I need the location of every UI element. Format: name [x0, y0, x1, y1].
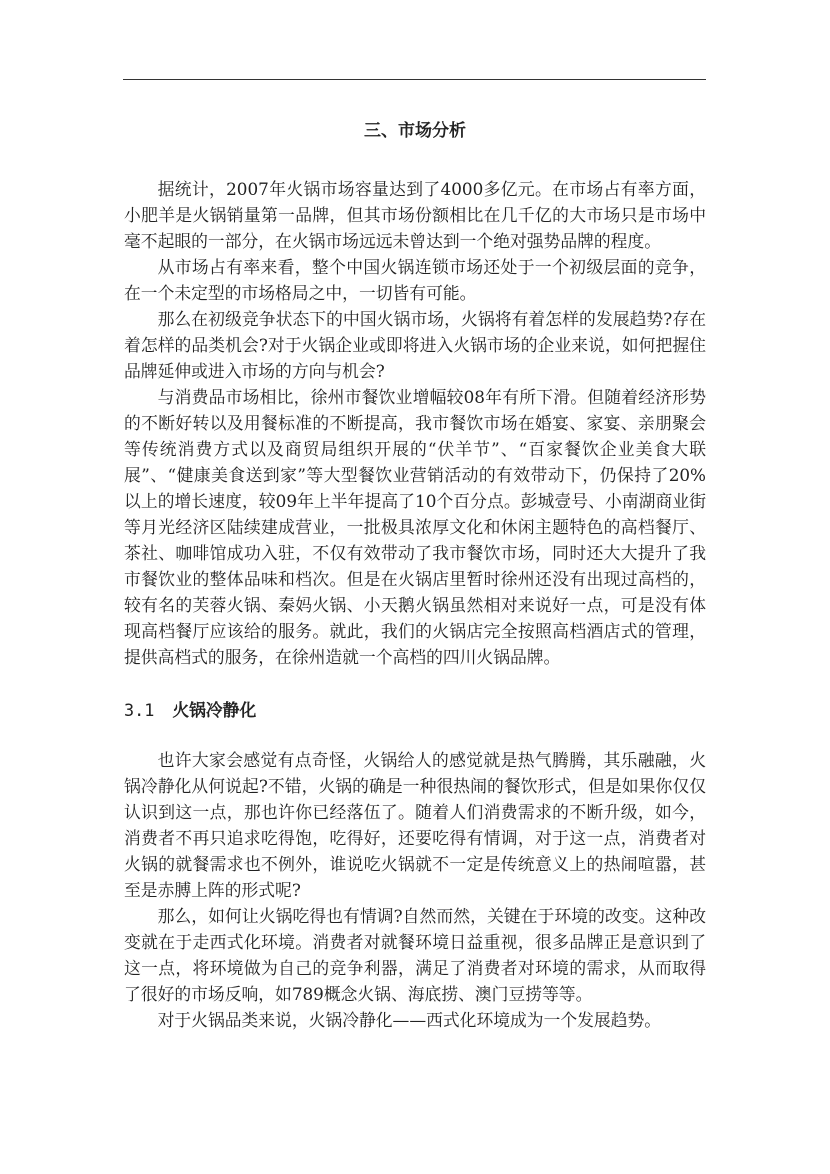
header-rule: [123, 79, 706, 80]
paragraph: 那么在初级竞争状态下的中国火锅市场，火锅将有着怎样的发展趋势?存在着怎样的品类机会?对于火锅企业或即将进入火锅市场的企业来说，如何把握住品牌延伸或进入市场的方向与机会?: [124, 309, 706, 381]
subsection-body: [124, 747, 706, 1033]
subsection-title: 火锅冷静化: [172, 700, 257, 720]
subsection-number: 3.1: [124, 700, 155, 720]
paragraph: 那么，如何让火锅吃得也有情调?自然而然，关键在于环境的改变。这种改变就在于走西式化环境。消费者对就餐环境日益重视，很多品牌正是意识到了这一点，将环境做为自己的竞争利器，满足了消费者对环境的需求，从而取得了很好的市场反响，如789概念火锅、海底捞、澳门豆捞等等。: [124, 906, 706, 1004]
section-title: 三、市场分析: [364, 121, 466, 141]
subsection-heading: [124, 697, 256, 721]
paragraph: 与消费品市场相比，徐州市餐饮业增幅较08年有所下滑。但随着经济形势的不断好转以及用餐标准的不断提高，我市餐饮市场在婚宴、家宴、亲朋聚会等传统消费方式以及商贸局组织开展的“伏羊节”、“百家餐饮企业美食大联展”、“健康美食送到家”等大型餐饮业营销活动的有效带动下，仍保持了20%以上的增长速度，较09年上半年提高了10个百分点。彭城壹号、小南湖商业街等月光经济区陆续建成营业，一批极具浓厚文化和休闲主题特色的高档餐厅、茶社、咖啡馆成功入驻，不仅有效带动了我市餐饮市场，同时还大大提升了我市餐饮业的整体品味和档次。但是在火锅店里暂时徐州还没有出现过高档的，较有名的芙蓉火锅、秦妈火锅、小天鹅火锅虽然相对来说好一点，可是没有体现高档餐厅应该给的服务。就此，我们的火锅店完全按照高档酒店式的管理，提供高档式的服务，在徐州造就一个高档的四川火锅品牌。: [124, 387, 706, 667]
paragraph: 从市场占有率来看，整个中国火锅连锁市场还处于一个初级层面的竞争，在一个未定型的市场格局之中，一切皆有可能。: [124, 257, 706, 303]
paragraph: 据统计，2007年火锅市场容量达到了4000多亿元。在市场占有率方面，小肥羊是火锅销量第一品牌，但其市场份额相比在几千亿的大市场只是市场中毫不起眼的一部分，在火锅市场远远未曾达到一个绝对强势品牌的程度。: [124, 179, 706, 251]
paragraph: 也许大家会感觉有点奇怪，火锅给人的感觉就是热气腾腾，其乐融融，火锅冷静化从何说起?不错，火锅的确是一种很热闹的餐饮形式，但是如果你仅仅认识到这一点，那也许你已经落伍了。随着人们消费需求的不断升级，如今，消费者不再只追求吃得饱，吃得好，还要吃得有情调，对于这一点，消费者对火锅的就餐需求也不例外，谁说吃火锅就不一定是传统意义上的热闹喧嚣，甚至是赤膊上阵的形式呢?: [124, 750, 706, 900]
paragraph: 对于火锅品类来说，火锅冷静化——西式化环境成为一个发展趋势。: [157, 1010, 662, 1030]
section-body: [124, 176, 706, 670]
